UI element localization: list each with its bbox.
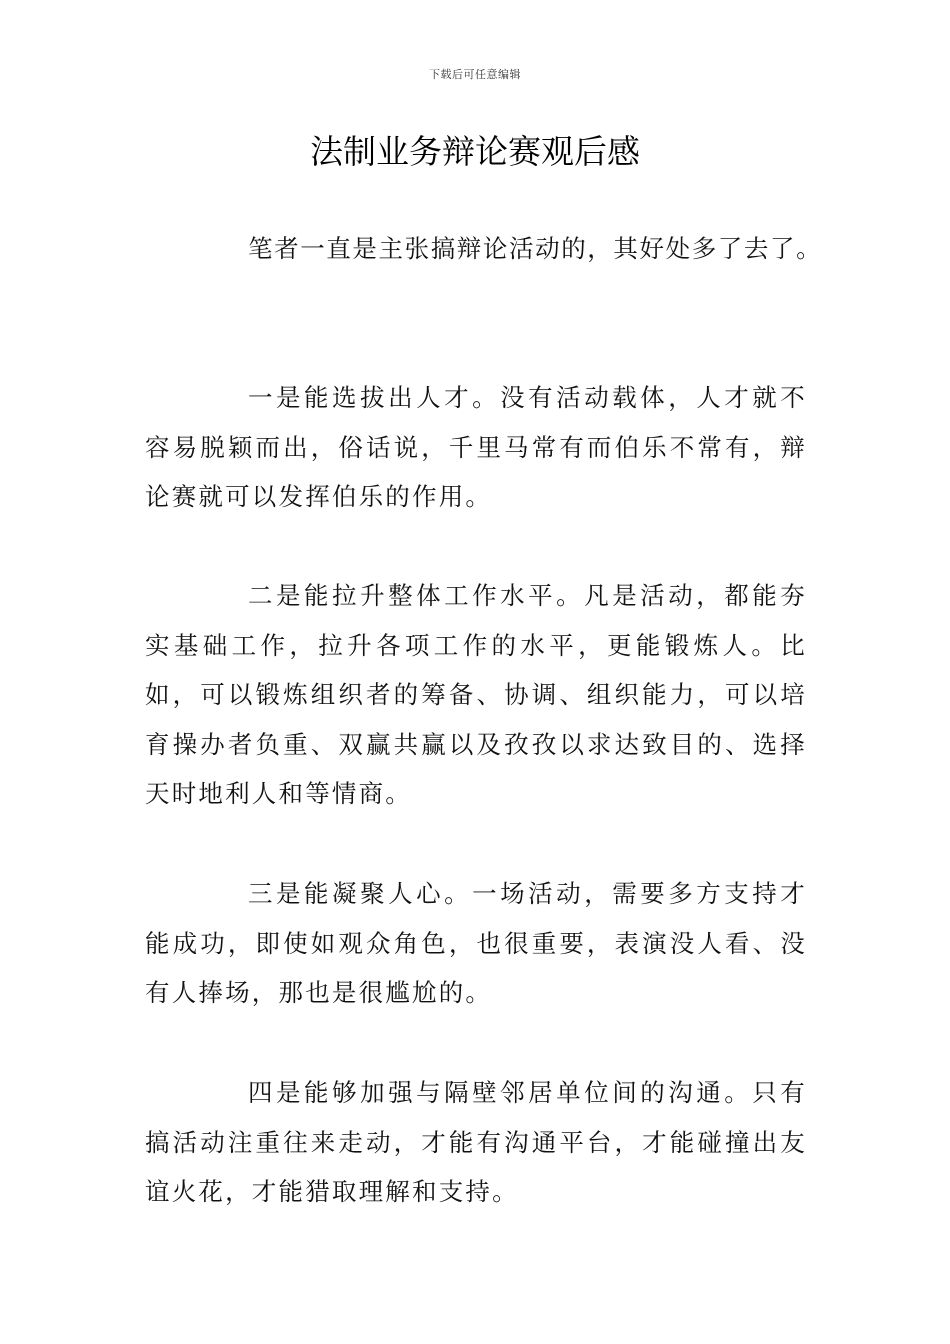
document-title: 法制业务辩论赛观后感: [310, 132, 640, 171]
paragraph-point-four: 四是能够加强与隔壁邻居单位间的沟通。只有搞活动注重往来走动，才能有沟通平台，才能碰撞出友谊火花，才能猎取理解和支持。: [145, 1078, 807, 1206]
paragraph-intro: 笔者一直是主张搞辩论活动的，其好处多了去了。: [248, 234, 823, 263]
paragraph-point-three: 三是能凝聚人心。一场活动，需要多方支持才能成功，即使如观众角色，也很重要，表演没人看、没有人捧场，那也是很尴尬的。: [145, 879, 807, 1007]
paragraph-point-one: 一是能选拔出人才。没有活动载体，人才就不容易脱颖而出，俗话说，千里马常有而伯乐不常有，辩论赛就可以发挥伯乐的作用。: [145, 383, 807, 511]
paragraph-point-two: 二是能拉升整体工作水平。凡是活动，都能夯实基础工作，拉升各项工作的水平，更能锻炼人。比如，可以锻炼组织者的筹备、协调、组织能力，可以培育操办者负重、双赢共赢以及孜孜以求达致目的、选择天时地利人和等情商。: [145, 581, 807, 808]
header-note: 下载后可任意编辑: [429, 68, 521, 81]
